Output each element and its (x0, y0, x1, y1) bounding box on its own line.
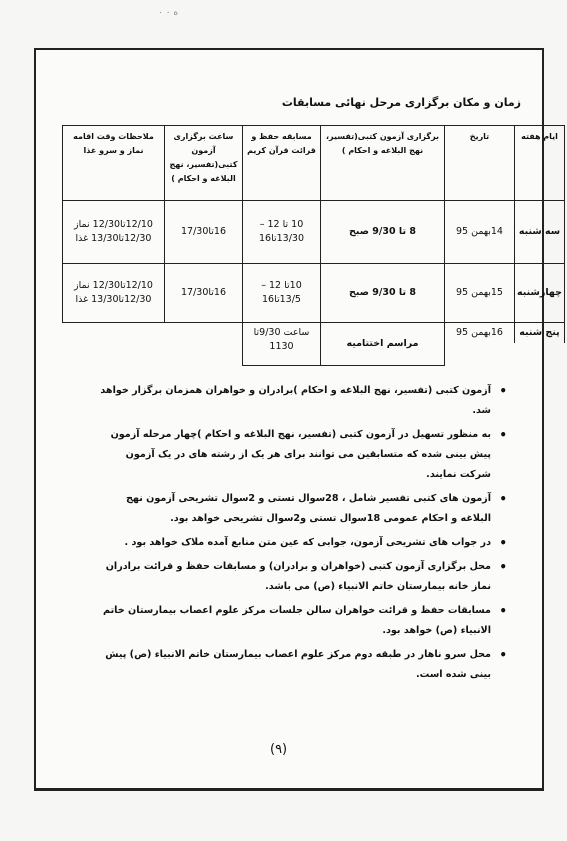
header-date: تاریخ (445, 126, 515, 201)
header-notes: ملاحظات وقت اقامه نماز و سرو غذا (63, 126, 165, 201)
cell-date: 16بهمن 95 (445, 323, 515, 344)
table-header-row (63, 126, 565, 201)
memorization-line: 13/5تا16 (262, 294, 301, 305)
list-item: • در جواب های تشریحی آزمون، جوابی که عین متن منابع آمده ملاک خواهد بود . (99, 533, 509, 553)
cell-written-exam: 8 تا 9/30 صبح (321, 264, 445, 323)
memorization-line: 10 تا 12 – (259, 219, 304, 230)
cell-written-exam: 8 تا 9/30 صبح (321, 201, 445, 264)
list-item: • مسابقات حفظ و قرائت خواهران سالن جلسات مرکز علوم اعصاب بیمارستان خاتم الانبیاء (ص) خواهد بود. (99, 601, 509, 641)
cell-day: چهارشنبه (515, 264, 565, 323)
list-item: • آزمون های کتبی تفسیر شامل ، 28سوال تستی و 2سوال تشریحی آزمون نهج البلاغه و احکام عمومی 18سوال تستی و2سوال تشریحی خواهد بود. (99, 489, 509, 529)
cell-exam-time: 16تا17/30 (165, 264, 243, 323)
table-row (63, 264, 565, 323)
cell-date: 15بهمن 95 (445, 264, 515, 323)
list-item: • محل برگزاری آزمون کتبی (خواهران و برادران) و مسابقات حفظ و قرائت برادران نماز خانه بیمارستان خاتم الانبیاء (ص) می باشد. (99, 557, 509, 597)
cell-exam-time: 16تا17/30 (165, 201, 243, 264)
cell-memorization (243, 264, 321, 323)
schedule-table (62, 125, 565, 366)
page-number: (۹) (270, 742, 288, 757)
notes-list (99, 381, 509, 689)
top-mark: ه ٠ ٠ (158, 8, 179, 18)
cell-day: سه شنبه (515, 201, 565, 264)
header-memorization: مسابقه حفظ و قرائت قرآن کریم (243, 126, 321, 201)
cell-closing-ceremony: مراسم اختتامیه (321, 323, 445, 366)
header-written-exam: برگزاری آزمون کتبی(تفسیر، نهج البلاغه و احکام ) (321, 126, 445, 201)
list-item: • به منظور تسهیل در آزمون کتبی (تفسیر، نهج البلاغه و احکام )چهار مرحله آزمون پیش بینی شده که متسابقین می توانند برای هر یک از رشته های در یک آزمون شرکت نمایند. (99, 425, 509, 485)
cell-notes (63, 201, 165, 264)
memorization-line: 10تا 12 – (261, 280, 302, 291)
header-exam-time: ساعت برگزاری آزمون کتبی(تفسیر، نهج البلاغه و احکام ) (165, 126, 243, 201)
header-day: ایام هفته (515, 126, 565, 201)
notes-line: 12/30تا13/30 غذا (75, 233, 152, 244)
cell-memorization (243, 201, 321, 264)
table-row (63, 323, 565, 344)
notes-line: 12/10تا12/30 نماز (74, 219, 153, 230)
cell-closing-time: ساعت 9/30تا 1130 (243, 323, 321, 366)
cell-notes (63, 264, 165, 323)
list-item: • محل سرو ناهار در طبقه دوم مرکز علوم اعصاب بیمارستان خاتم الانبیاء (ص) پیش بینی شده است. (99, 645, 509, 685)
page-title: زمان و مکان برگزاری مرحل نهائی مسابقات (281, 96, 521, 109)
cell-day: پنج شنبه (515, 323, 565, 344)
cell-date: 14بهمن 95 (445, 201, 515, 264)
notes-line: 12/30تا13/30 غذا (75, 294, 152, 305)
notes-line: 12/10تا12/30 نماز (74, 280, 153, 291)
table-row (63, 201, 565, 264)
list-item: • آزمون کتبی (تفسیر، نهج البلاغه و احکام )برادران و خواهران همزمان برگزار خواهد شد. (99, 381, 509, 421)
memorization-line: 13/30تا16 (258, 233, 305, 244)
